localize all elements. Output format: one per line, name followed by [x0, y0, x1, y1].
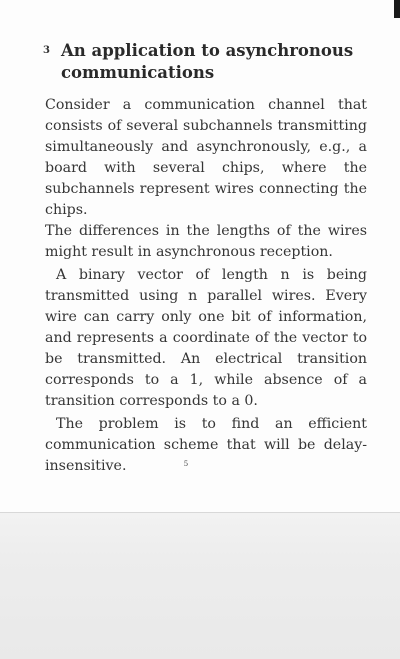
paragraph-1: Consider a communication channel that consists of several subchannels transmitting simultaneously and asynchronously, e.g., a board with several chips, where the subchannels represent wires connecting the chips. — [45, 97, 367, 218]
paragraph-4: The problem is to find an efficient communication scheme that will be delay-insensitive. — [45, 416, 367, 474]
section-heading — [43, 40, 373, 84]
body-text — [45, 95, 367, 477]
section-number: 3 — [43, 45, 50, 56]
paragraph-3: A binary vector of length n is being transmitted using n parallel wires. Every wire can carry only one bit of information, and represents a coordinate of the vector to be transmitted. An electrical transition corresponds to a 1, while absence of a transition corresponds to a 0. — [45, 267, 367, 409]
paragraph-2: The differences in the lengths of the wires might result in asynchronous reception. — [45, 223, 367, 260]
page-number: 5 — [183, 460, 189, 468]
page-backing — [0, 512, 400, 659]
section-title: An application to asynchronous communications — [61, 41, 354, 82]
binding-edge-mark — [394, 0, 400, 18]
